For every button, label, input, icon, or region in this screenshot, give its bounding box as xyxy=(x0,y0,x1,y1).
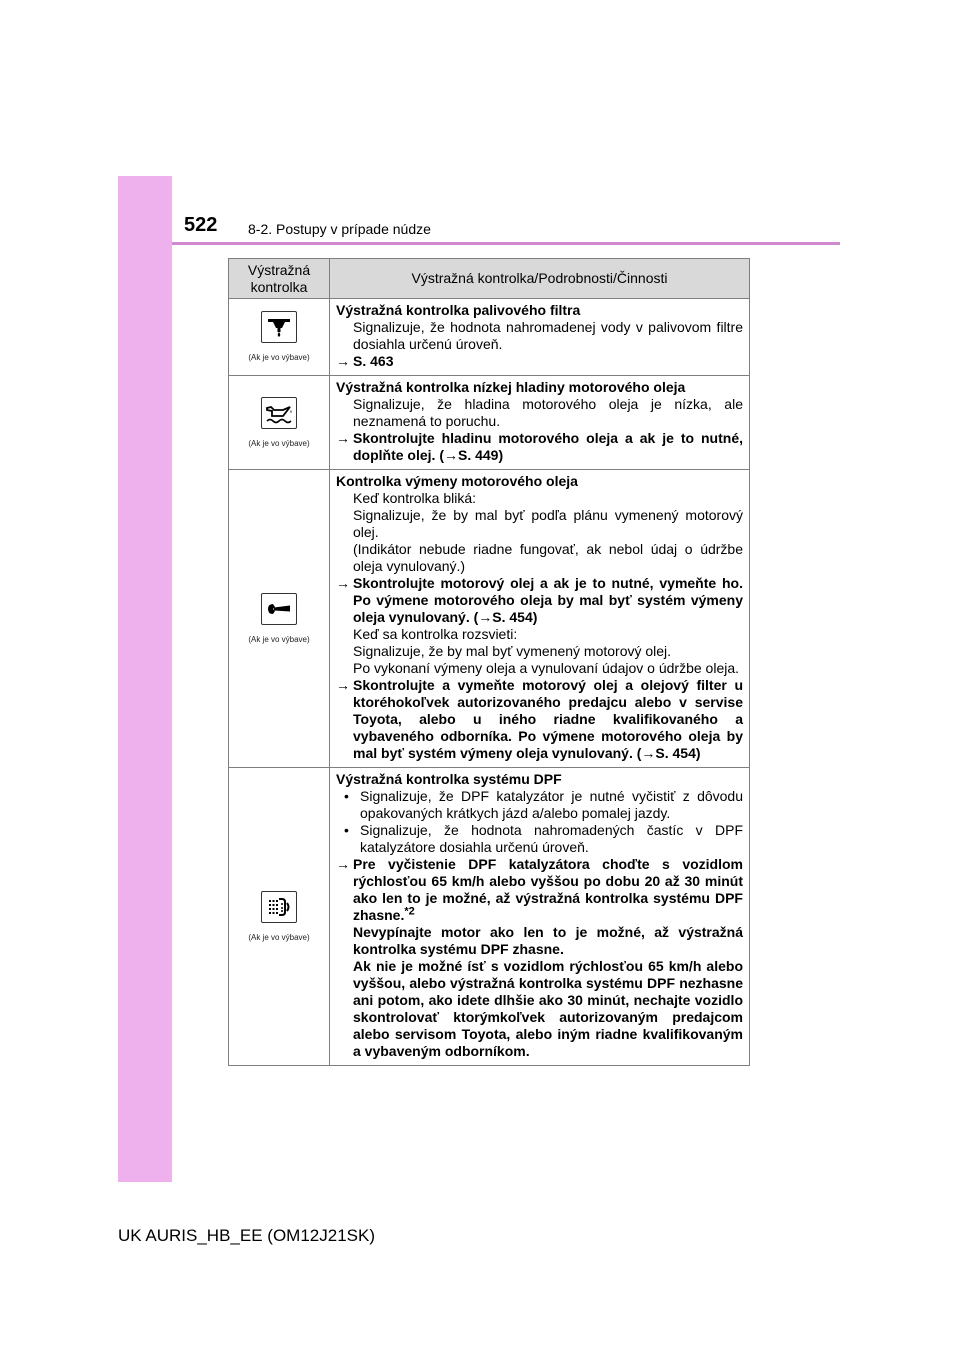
section-title: 8-2. Postupy v prípade núdze xyxy=(248,221,431,237)
table-header-row xyxy=(229,259,750,299)
arrow-icon: → xyxy=(336,856,350,872)
row-description: Signalizuje, že hladina motorového oleja je nízka, ale neznamená to poruchu. xyxy=(353,396,743,429)
col1-header: Výstražná kontrolka xyxy=(229,259,330,299)
warning-lights-table xyxy=(228,258,750,1066)
icon-cell xyxy=(229,299,330,376)
blink-description: Signalizuje, že by mal byť podľa plánu vymenený motorový olej. xyxy=(353,507,743,540)
table-row xyxy=(229,768,750,1066)
equipment-note: (Ak je vo výbave) xyxy=(248,353,310,362)
bullet-dot: • xyxy=(344,822,349,838)
arrow-icon: → xyxy=(336,677,350,693)
equipment-note: (Ak je vo výbave) xyxy=(248,634,310,644)
footnote-mark: *2 xyxy=(404,905,415,918)
arrow-icon: → xyxy=(336,430,350,446)
fuel-filter-warning-icon xyxy=(261,311,297,343)
icon-cell xyxy=(229,768,330,1066)
document-code: UK AURIS_HB_EE (OM12J21SK) xyxy=(118,1226,375,1245)
lit-label: Keď sa kontrolka rozsvieti: xyxy=(353,626,518,642)
text-cell xyxy=(330,376,750,470)
dpf-system-warning-icon xyxy=(261,891,297,923)
blink-note: (Indikátor nebude riadne fungovať, ak nebol údaj o údržbe oleja vynulovaný.) xyxy=(353,541,743,574)
row-description: Signalizuje, že hodnota nahromadenej vody v palivovom filtre dosiahla určenú úroveň. xyxy=(353,319,743,352)
blink-label: Keď kontrolka bliká: xyxy=(353,490,476,506)
table-row xyxy=(229,376,750,470)
sidebar-tab xyxy=(118,176,172,1182)
row-title: Výstražná kontrolka palivového filtra xyxy=(336,302,581,318)
page-number: 522 xyxy=(184,214,218,236)
lit-note: Po vykonaní výmeny oleja a vynulovaní údajov o údržbe oleja. xyxy=(353,660,740,676)
row-title: Výstražná kontrolka nízkej hladiny motorového oleja xyxy=(336,379,686,395)
low-oil-level-warning-icon xyxy=(261,397,297,429)
text-cell xyxy=(330,470,750,768)
icon-cell xyxy=(229,376,330,470)
lit-description: Signalizuje, že by mal byť vymenený motorový olej. xyxy=(353,643,672,659)
oil-change-wrench-icon xyxy=(261,593,297,625)
bullet-item: • Signalizuje, že DPF katalyzátor je nutné vyčistiť z dôvodu opakovaných krátkych jázd a/alebo pomalej jazdy. xyxy=(344,788,743,821)
arrow-icon: → xyxy=(336,575,350,591)
row-action: → Pre vyčistenie DPF katalyzátora choďte s vozidlom rýchlosťou 65 km/h alebo vyššou po dobu 20 až 30 minút ako len to je možné, až výstražná kontrolka systému DPF zhasne.$^{*2}$ xyxy=(336,856,743,923)
row-action: → Skontrolujte hladinu motorového oleja a ak je to nutné, doplňte olej. (→S. 449) xyxy=(336,430,743,463)
arrow-icon: → xyxy=(336,353,350,369)
col2-header: Výstražná kontrolka/Podrobnosti/Činnosti xyxy=(330,259,750,299)
text-cell xyxy=(330,768,750,1066)
header-rule xyxy=(172,242,840,245)
row-action-continued: Nevypínajte motor ako len to je možné, až výstražná kontrolka systému DPF zhasne. xyxy=(353,924,743,957)
icon-cell xyxy=(229,470,330,768)
row-title: Kontrolka výmeny motorového oleja xyxy=(336,473,578,489)
row-action: → Skontrolujte a vymeňte motorový olej a olejový filter u ktoréhokoľvek autorizovaného predajcu alebo v servise Toyota, alebo u iného riadne kvalifikovaného a vybaveného odborníka. Po výmene motorového oleja by mal byť systém výmeny oleja vynulovaný. (→S. 454) xyxy=(336,677,743,761)
bullet-dot: • xyxy=(344,788,349,804)
text-cell xyxy=(330,299,750,376)
row-action: → Skontrolujte motorový olej a ak je to nutné, vymeňte ho. Po výmene motorového oleja by mal byť systém výmeny oleja vynulovaný. (→S. 454) xyxy=(336,575,743,625)
table-row xyxy=(229,299,750,376)
row-title: Výstražná kontrolka systému DPF xyxy=(336,771,562,787)
row-action: → S. 463 xyxy=(336,353,394,369)
equipment-note: (Ak je vo výbave) xyxy=(248,438,310,448)
bullet-item: • Signalizuje, že hodnota nahromadených častíc v DPF katalyzátore dosiahla určenú úroveň. xyxy=(344,822,743,855)
equipment-note: (Ak je vo výbave) xyxy=(248,932,310,942)
row-action-continued: Ak nie je možné ísť s vozidlom rýchlosťou 65 km/h alebo vyššou, alebo výstražná kontrolka systému DPF nezhasne ani potom, ako idete dlhšie ako 30 minút, nechajte vozidlo skontrolovať ktorýmkoľvek autorizovaným predajcom alebo servisom Toyota, alebo iným riadne kvalifikovaným a vybaveným odborníkom. xyxy=(353,958,743,1059)
table-row xyxy=(229,470,750,768)
